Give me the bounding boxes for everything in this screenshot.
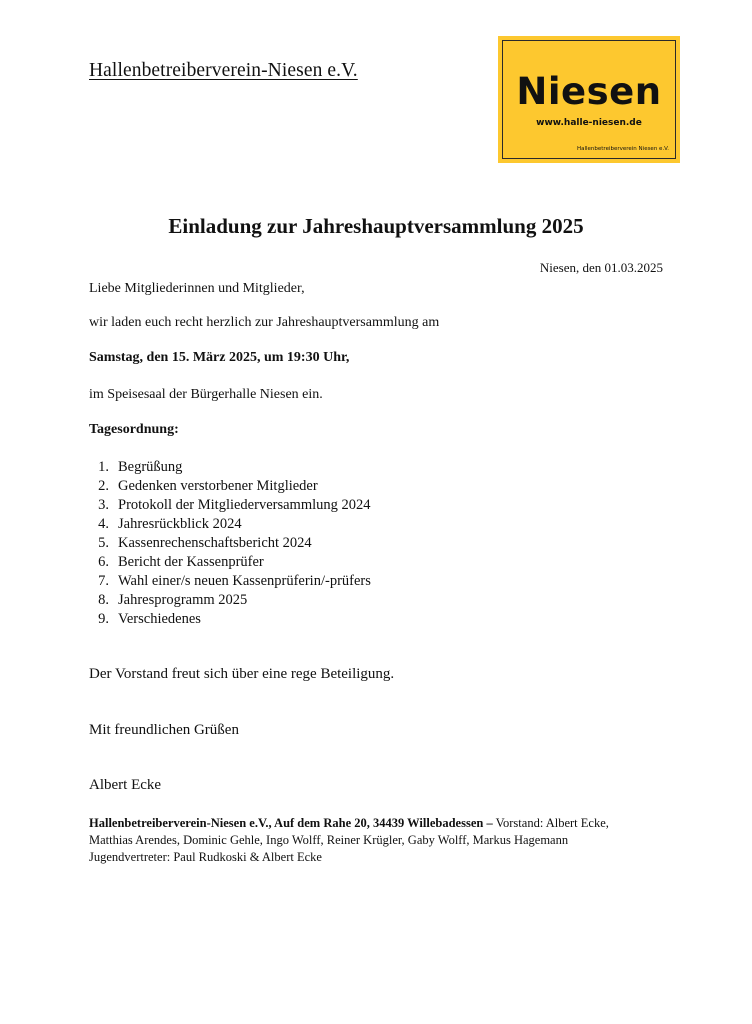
event-datetime: Samstag, den 15. März 2025, um 19:30 Uhr, [89,350,350,365]
date-line: Niesen, den 01.03.2025 [539,260,663,275]
footer-line-1 [89,815,689,832]
document-title: Einladung zur Jahreshauptversammlung 2025 [168,214,584,238]
location-text: im Speisesaal der Bürgerhalle Niesen ein. [89,387,323,402]
niesen-town-sign-logo [498,36,680,163]
sign-org-name: Hallenbetreiberverein Niesen e.V. [576,146,669,152]
footer [89,815,689,866]
agenda-item: 6. Bericht der Kassenprüfer [98,554,264,570]
signature-name: Albert Ecke [89,777,162,793]
closing-line: Der Vorstand freut sich über eine rege Beteiligung. [89,666,395,682]
salutation: Liebe Mitgliederinnen und Mitglieder, [89,281,305,296]
agenda-item: 1. Begrüßung [98,459,183,475]
agenda-list [89,458,371,629]
footer-address: Hallenbetreiberverein-Niesen e.V., Auf dem Rahe 20, 34439 Willebadessen – [89,816,493,830]
agenda-item: 5. Kassenrechenschaftsbericht 2024 [98,535,312,551]
sign-town-name: Niesen [516,70,662,113]
agenda-heading: Tagesordnung: [89,422,179,437]
agenda-item: 3. Protokoll der Mitgliederversammlung 2024 [98,497,371,513]
intro-text: wir laden euch recht herzlich zur Jahreshauptversammlung am [89,315,440,330]
agenda-item: 7. Wahl einer/s neuen Kassenprüferin/-prüfers [98,573,371,589]
agenda-item: 4. Jahresrückblick 2024 [98,516,242,532]
footer-board-start: Vorstand: Albert Ecke, [492,816,609,830]
agenda-item: 2. Gedenken verstorbener Mitglieder [98,478,318,494]
footer-youth-reps: Jugendvertreter: Paul Rudkoski & Albert Ecke [89,850,322,864]
greeting: Mit freundlichen Grüßen [89,722,239,738]
sign-website: www.halle-niesen.de [536,118,642,128]
letterhead-org-name: Hallenbetreiberverein-Niesen e.V. [89,60,358,81]
sign-border [502,40,676,159]
agenda-item: 9. Verschiedenes [98,611,201,627]
footer-board-members: Matthias Arendes, Dominic Gehle, Ingo Wolff, Reiner Krügler, Gaby Wolff, Markus Hagemann [89,833,569,847]
agenda-item: 8. Jahresprogramm 2025 [98,592,248,608]
